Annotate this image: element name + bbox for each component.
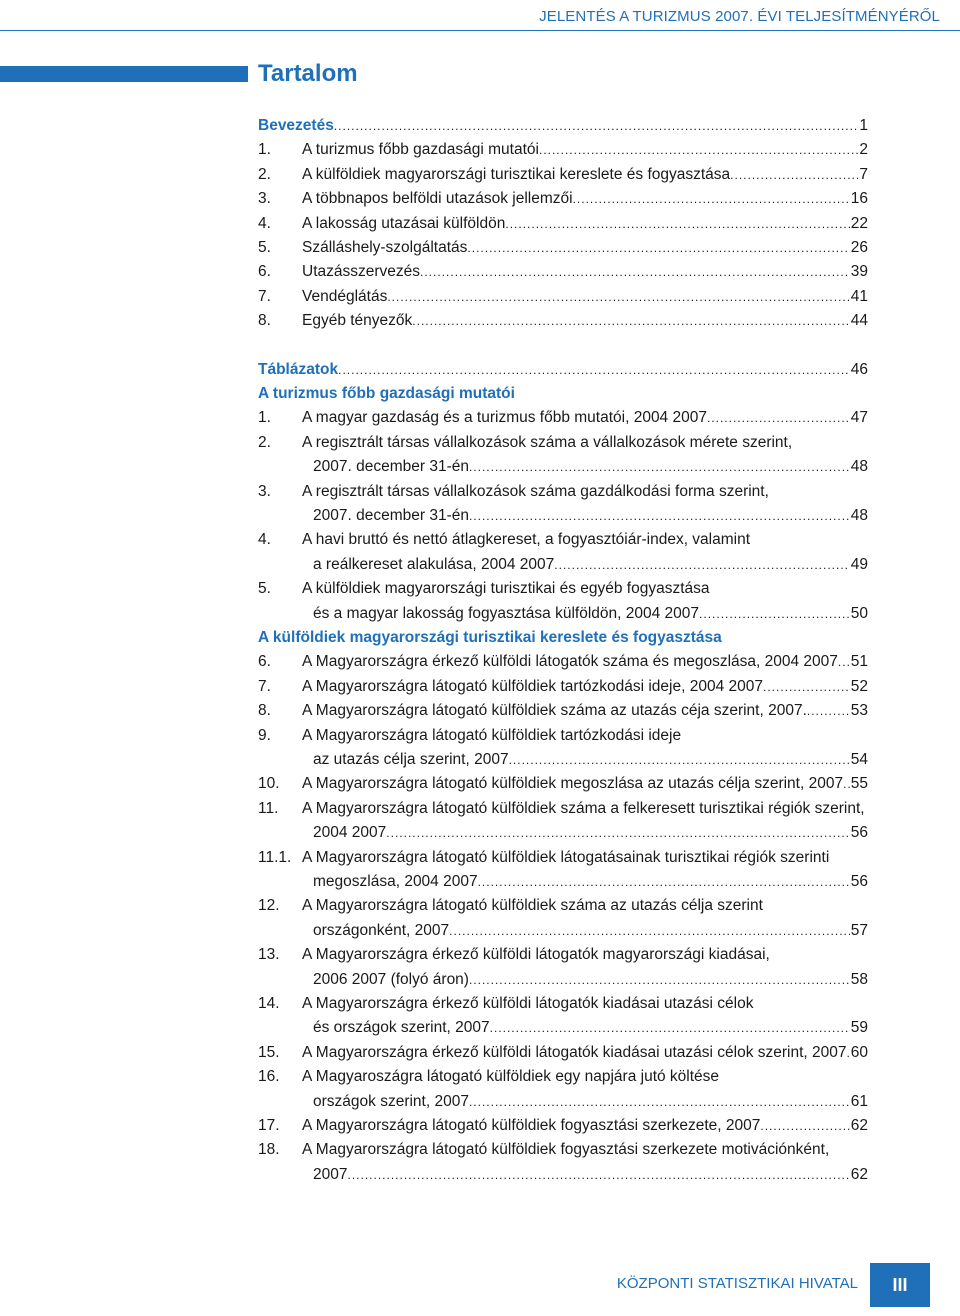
entry-label: az utazás célja szerint, 2007 (313, 751, 509, 768)
dot-leader (334, 114, 859, 138)
entry-label: megoszlása, 2004 2007 (313, 873, 478, 890)
toc-tables[interactable] (258, 358, 868, 382)
entry-number: 12. (258, 897, 280, 915)
dot-leader (469, 504, 850, 528)
entry-number: 7. (258, 287, 271, 305)
entry-number: 11.1. (258, 848, 292, 866)
entry-page-number: 22 (850, 214, 868, 232)
entry-label: Egyéb tényezők (302, 312, 413, 330)
entry-label: A lakosság utazásai külföldön (302, 214, 506, 232)
entry-page-number: 52 (850, 677, 868, 695)
entry-label: 2007. december 31-én (313, 507, 469, 524)
dot-leader (554, 553, 849, 577)
entry-number: 4. (258, 531, 271, 549)
entry-number: 6. (258, 653, 271, 671)
entry-page-number: 1 (859, 117, 868, 134)
entry-number: 3. (258, 190, 271, 208)
table-entry-17[interactable] (258, 1114, 868, 1138)
entry-label: 2007 (313, 1165, 348, 1183)
dot-leader (760, 1114, 849, 1138)
table-entry-12 (258, 894, 868, 918)
dot-leader (730, 163, 858, 187)
entry-page-number: 60 (850, 1043, 868, 1061)
entry-label: Bevezetés (258, 117, 334, 134)
table-entry-9-cont[interactable] (313, 748, 868, 772)
entry-label: A Magyarországra érkező külföldi látogatók kiadásai utazási célok szerint, 2007 (302, 1043, 847, 1061)
entry-label: Táblázatok (258, 360, 339, 378)
dot-leader (509, 748, 850, 772)
entry-page-number: 47 (850, 409, 868, 427)
toc-chapter-3[interactable] (258, 187, 868, 211)
entry-number: 5. (258, 239, 271, 256)
entry-number: 13. (258, 946, 280, 964)
entry-page-number: 62 (850, 1165, 868, 1183)
toc-chapter-2[interactable] (258, 163, 868, 187)
toc-chapter-6[interactable] (258, 260, 868, 284)
toc-chapter-5[interactable] (258, 236, 868, 260)
table-entry-2-cont[interactable] (313, 455, 868, 479)
table-entry-6[interactable] (258, 650, 868, 674)
entry-page-number: 62 (850, 1117, 868, 1134)
entry-page-number: 55 (850, 775, 868, 793)
entry-page-number: 26 (850, 239, 868, 256)
entry-page-number: 57 (850, 921, 868, 939)
entry-label: A Magyarországra látogató külföldiek tartózkodási ideje (302, 726, 682, 744)
entry-label: A magyar gazdaság és a turizmus főbb mutatói, 2004 2007 (302, 409, 707, 427)
table-entry-16 (258, 1065, 868, 1089)
entry-label: A Magyarországra érkező külföldi látogatók száma és megoszlása, 2004 2007 (302, 653, 838, 671)
table-entry-11-1 (258, 846, 868, 870)
entry-label: Utazásszervezés (302, 263, 421, 281)
table-entry-8[interactable] (258, 699, 868, 723)
dot-leader (338, 358, 850, 382)
table-entry-18 (258, 1138, 868, 1162)
entry-label: A Magyarországra látogató külföldiek száma az utazás céja szerint, 2007. (302, 702, 807, 720)
entry-label: A többnapos belföldi utazások jellemzői (302, 190, 573, 208)
entry-page-number: 53 (850, 702, 868, 720)
toc-chapter-7[interactable] (258, 285, 868, 309)
entry-label: A külföldiek magyarországi turisztikai kereslete és fogyasztása (302, 165, 731, 183)
entry-label: országok szerint, 2007 (313, 1092, 469, 1110)
entry-page-number: 41 (850, 287, 868, 305)
table-entry-14 (258, 992, 868, 1016)
entry-label: A Magyarországra érkező külföldi látogatók magyarországi kiadásai, (302, 946, 770, 964)
dot-leader (420, 260, 850, 284)
table-entry-18-cont[interactable] (313, 1163, 868, 1187)
table-entry-14-cont[interactable] (313, 1016, 868, 1040)
entry-label: A Magyarországra látogató külföldiek látogatásainak turisztikai régiók szerinti (302, 848, 830, 866)
table-entry-3 (258, 480, 868, 504)
entry-number: 16. (258, 1068, 280, 1086)
dot-leader (490, 1016, 850, 1040)
dot-leader (412, 309, 849, 333)
entry-label: A Magyarországra látogató külföldiek tartózkodási ideje, 2004 2007 (302, 677, 763, 695)
entry-number: 2. (258, 165, 271, 183)
entry-label: A turizmus főbb gazdasági mutatói (302, 141, 539, 159)
footer-publisher: KÖZPONTI STATISZTIKAI HIVATAL (616, 1275, 858, 1292)
entry-page-number: 7 (859, 165, 868, 183)
entry-label: A Magyaroszágra látogató külföldiek egy napjára jutó költése (302, 1068, 720, 1086)
entry-label: A Magyarországra látogató külföldiek fogyasztási szerkezete motivációnként, (302, 1141, 830, 1159)
entry-page-number: 61 (850, 1092, 868, 1110)
entry-label: A regisztrált társas vállalkozások száma gazdálkodási forma szerint, (302, 482, 769, 500)
entry-page-number: 50 (850, 604, 868, 622)
running-header-title: JELENTÉS A TURIZMUS 2007. ÉVI TELJESÍTMÉNYÉRŐL (539, 8, 940, 25)
entry-number: 11. (258, 799, 279, 817)
table-entry-2 (258, 431, 868, 455)
table-entry-9 (258, 724, 868, 748)
entry-number: 9. (258, 726, 271, 744)
entry-label: A regisztrált társas vállalkozások száma a vállalkozások mérete szerint, (302, 433, 793, 451)
entry-label: és országok szerint, 2007 (313, 1019, 490, 1037)
table-entry-11 (258, 797, 868, 821)
entry-label: A Magyarországra látogató külföldiek száma az utazás célja szerint (302, 897, 763, 915)
entry-page-number: 49 (850, 555, 868, 573)
table-entry-12-cont[interactable] (313, 919, 868, 943)
section-heading: A külföldiek magyarországi turisztikai kereslete és fogyasztása (258, 629, 722, 646)
entry-page-number: 44 (850, 312, 868, 330)
table-entry-7[interactable] (258, 675, 868, 699)
title-accent-bar (0, 66, 248, 82)
entry-label: A Magyarországra látogató külföldiek megoszlása az utazás célja szerint, 2007 (302, 775, 844, 793)
entry-page-number: 58 (850, 970, 868, 988)
entry-number: 3. (258, 482, 271, 500)
entry-label: országonként, 2007 (313, 921, 450, 939)
entry-number: 4. (258, 214, 271, 232)
dot-leader (843, 772, 850, 796)
entry-label: Vendéglátás (302, 287, 388, 305)
entry-label: A Magyarországra érkező külföldi látogatók kiadásai utazási célok (302, 995, 754, 1012)
table-entry-3-cont[interactable] (313, 504, 868, 528)
dot-leader (807, 699, 850, 723)
entry-label: Szálláshely-szolgáltatás (302, 239, 468, 256)
page-title: Tartalom (258, 60, 358, 87)
entry-page-number: 16 (850, 190, 868, 208)
table-entry-4-cont[interactable] (313, 553, 868, 577)
entry-page-number: 46 (850, 360, 868, 378)
dot-leader (707, 406, 850, 430)
table-entry-15[interactable] (258, 1041, 868, 1065)
dot-leader (449, 919, 850, 943)
table-entry-5-cont[interactable] (313, 602, 868, 626)
dot-leader (387, 285, 849, 309)
dot-leader (763, 675, 850, 699)
dot-leader (505, 212, 849, 236)
entry-page-number: 56 (850, 824, 868, 842)
dot-leader (467, 236, 849, 260)
header-rule (0, 30, 960, 31)
dot-leader (478, 870, 850, 894)
entry-label: 2007. december 31-én (313, 458, 469, 476)
entry-label: 2004 2007 (313, 824, 387, 842)
dot-leader (838, 650, 850, 674)
entry-page-number: 54 (850, 751, 868, 768)
footer-page-number: III (870, 1263, 930, 1307)
toc-chapter-8[interactable] (258, 309, 868, 333)
entry-label: 2006 2007 (folyó áron) (313, 970, 469, 988)
entry-number: 8. (258, 702, 271, 720)
entry-label: A Magyarországra látogató külföldiek fogyasztási szerkezete, 2007 (302, 1117, 761, 1134)
table-entry-13-cont[interactable] (313, 968, 868, 992)
entry-page-number: 56 (850, 873, 868, 890)
entry-page-number: 59 (850, 1019, 868, 1037)
dot-leader (386, 821, 849, 845)
dot-leader (573, 187, 850, 211)
entry-number: 1. (258, 409, 271, 427)
toc-intro[interactable] (258, 114, 868, 138)
entry-number: 1. (258, 141, 271, 159)
table-entry-5 (258, 577, 868, 601)
toc-chapter-4[interactable] (258, 212, 868, 236)
entry-number: 6. (258, 263, 271, 281)
dot-leader (469, 455, 850, 479)
dot-leader (347, 1163, 849, 1187)
table-entry-16-cont[interactable] (313, 1090, 868, 1114)
entry-label: A havi bruttó és nettó átlagkereset, a fogyasztóiár-index, valamint (302, 531, 751, 549)
table-entry-11-cont[interactable] (313, 821, 868, 845)
entry-page-number: 48 (850, 507, 868, 524)
entry-label: A Magyarországra látogató külföldiek száma a felkeresett turisztikai régiók szerint, (302, 799, 865, 817)
entry-number: 10. (258, 775, 280, 793)
entry-page-number: 2 (859, 141, 868, 159)
entry-number: 15. (258, 1043, 280, 1061)
entry-page-number: 48 (850, 458, 868, 476)
table-entry-13 (258, 943, 868, 967)
entry-label: és a magyar lakosság fogyasztása külföldön, 2004 2007 (313, 604, 700, 622)
entry-label: A külföldiek magyarországi turisztikai és egyéb fogyasztása (302, 580, 710, 598)
entry-label: a reálkereset alakulása, 2004 2007 (313, 555, 555, 573)
dot-leader (539, 138, 858, 162)
entry-number: 7. (258, 677, 271, 695)
dot-leader (469, 1090, 850, 1114)
entry-number: 18. (258, 1141, 280, 1159)
table-entry-11-1-cont[interactable] (313, 870, 868, 894)
entry-page-number: 51 (850, 653, 868, 671)
entry-number: 14. (258, 995, 280, 1012)
dot-leader (469, 968, 850, 992)
entry-number: 2. (258, 433, 271, 451)
section-heading: A turizmus főbb gazdasági mutatói (258, 385, 515, 402)
entry-number: 5. (258, 580, 271, 598)
entry-number: 8. (258, 312, 271, 330)
table-entry-10[interactable] (258, 772, 868, 796)
toc-chapter-1[interactable] (258, 138, 868, 162)
table-entry-4 (258, 528, 868, 552)
entry-page-number: 39 (850, 263, 868, 281)
table-entry-1[interactable] (258, 406, 868, 430)
dot-leader (699, 602, 850, 626)
entry-number: 17. (258, 1117, 280, 1134)
